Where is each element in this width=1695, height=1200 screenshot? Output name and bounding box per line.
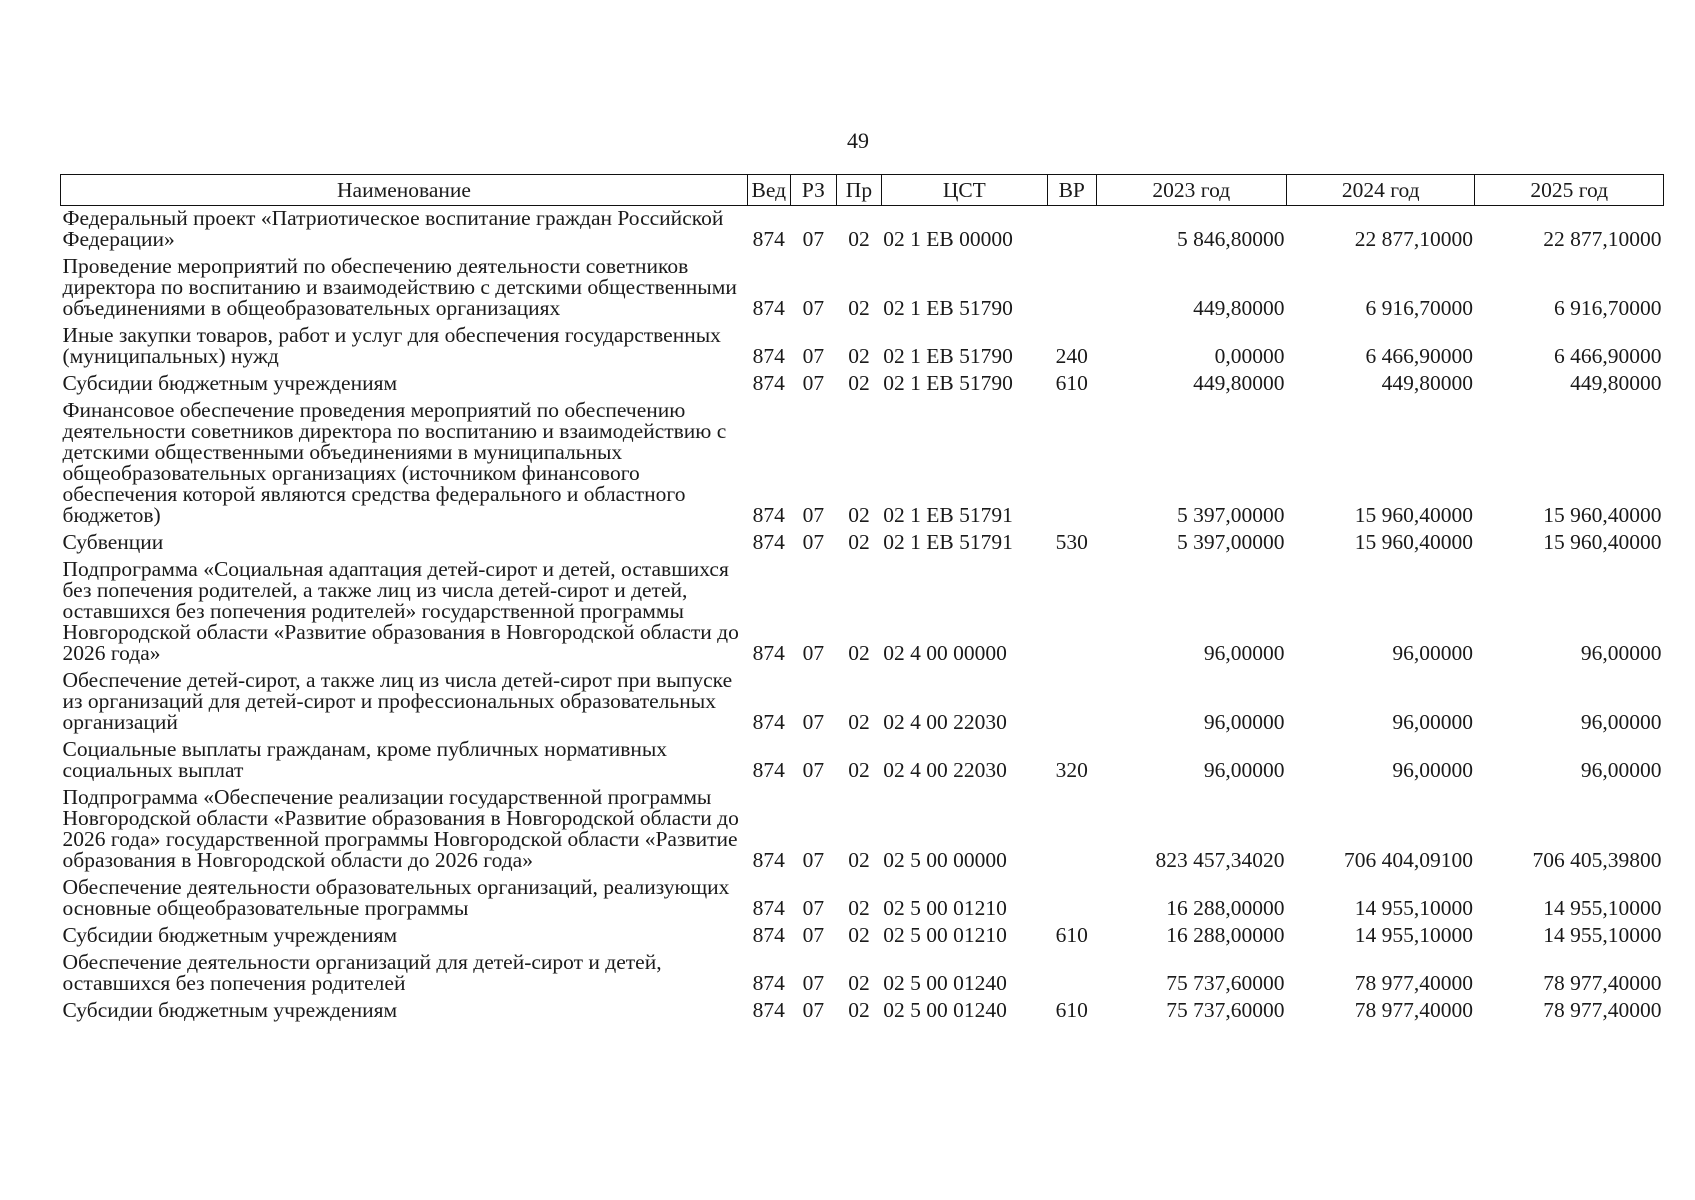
header-2023: 2023 год: [1096, 175, 1286, 206]
cell-vr: 320: [1055, 758, 1088, 782]
cell-2023: 75 737,60000: [1166, 998, 1285, 1022]
cell-rz: 07: [802, 710, 825, 734]
cell-name: Обеспечение деятельности организаций для детей-сирот и детей, оставшихся без попечения родителей: [62, 950, 662, 995]
cell-name: Субсидии бюджетным учреждениям: [62, 998, 398, 1022]
cell-cst: 02 5 00 01240: [883, 998, 1007, 1022]
cell-rz: 07: [802, 344, 825, 368]
cell-name: Обеспечение деятельности образовательных организаций, реализующих основные общеобразовательные программы: [62, 875, 730, 920]
table-row: [61, 950, 1664, 998]
cell-vr: [1047, 950, 1096, 998]
cell-pr: 02: [848, 971, 870, 995]
cell-2025: 15 960,40000: [1543, 530, 1662, 554]
cell-ved: 874: [752, 923, 785, 947]
cell-vr: [1047, 557, 1096, 668]
cell-rz: 07: [802, 923, 825, 947]
cell-cst: 02 1 ЕВ 51790: [883, 371, 1013, 395]
cell-2024: 14 955,10000: [1354, 923, 1473, 947]
cell-name: Проведение мероприятий по обеспечению деятельности советников директора по воспитанию и взаимодействию с детскими общественными объединениями в общеобразовательных организациях: [62, 254, 737, 320]
cell-cst: 02 1 ЕВ 51790: [883, 344, 1013, 368]
cell-rz: 07: [802, 503, 825, 527]
cell-rz: 07: [802, 971, 825, 995]
cell-2024: 14 955,10000: [1354, 896, 1473, 920]
cell-pr: 02: [848, 848, 870, 872]
cell-name: Подпрограмма «Обеспечение реализации государственной программы Новгородской области «Развитие образования в Новгородской области до 2026 года» государственной программы Новгородской области «Развитие образования в Новгородской области до 2026 года»: [62, 785, 739, 872]
cell-rz: 07: [802, 641, 825, 665]
cell-2025: 78 977,40000: [1543, 998, 1662, 1022]
cell-2025: 78 977,40000: [1543, 971, 1662, 995]
cell-2025: 706 405,39800: [1532, 848, 1662, 872]
cell-pr: 02: [848, 998, 870, 1022]
table-row: [61, 785, 1664, 875]
cell-pr: 02: [848, 503, 870, 527]
cell-pr: 02: [848, 227, 870, 251]
table-row: [61, 668, 1664, 737]
cell-ved: 874: [752, 971, 785, 995]
cell-name: Субсидии бюджетным учреждениям: [62, 923, 398, 947]
cell-pr: 02: [848, 710, 870, 734]
cell-2023: 823 457,34020: [1155, 848, 1285, 872]
table-row: [61, 557, 1664, 668]
cell-2024: 15 960,40000: [1354, 530, 1473, 554]
cell-2025: 15 960,40000: [1543, 503, 1662, 527]
cell-cst: 02 5 00 01210: [883, 896, 1007, 920]
header-pr: Пр: [837, 175, 882, 206]
cell-pr: 02: [848, 923, 870, 947]
cell-name: Социальные выплаты гражданам, кроме публичных нормативных социальных выплат: [62, 737, 668, 782]
cell-pr: 02: [848, 344, 870, 368]
cell-cst: 02 5 00 01210: [883, 923, 1007, 947]
cell-cst: 02 5 00 00000: [883, 848, 1007, 872]
cell-2023: 96,00000: [1203, 710, 1285, 734]
cell-vr: [1047, 875, 1096, 923]
cell-rz: 07: [802, 896, 825, 920]
cell-vr: [1047, 398, 1096, 530]
cell-ved: 874: [752, 848, 785, 872]
cell-rz: 07: [802, 998, 825, 1022]
cell-2023: 5 397,00000: [1177, 530, 1285, 554]
table-row: [61, 371, 1664, 398]
cell-ved: 874: [752, 710, 785, 734]
table-row: [61, 530, 1664, 557]
header-ved: Вед: [748, 175, 791, 206]
cell-cst: 02 4 00 00000: [883, 641, 1007, 665]
cell-2023: 16 288,00000: [1166, 896, 1285, 920]
cell-vr: [1047, 254, 1096, 323]
cell-2025: 14 955,10000: [1543, 923, 1662, 947]
cell-2025: 14 955,10000: [1543, 896, 1662, 920]
cell-2025: 449,80000: [1570, 371, 1662, 395]
table-row: [61, 206, 1664, 255]
cell-ved: 874: [752, 503, 785, 527]
header-vr: ВР: [1047, 175, 1096, 206]
table-row: [61, 323, 1664, 371]
cell-name: Финансовое обеспечение проведения мероприятий по обеспечению деятельности советников директора по воспитанию и взаимодействию с детскими общественными объединениями в муниципальных общеобразовательных организациях (источником финансового обеспечения которой являются средства федерального и областного бюджетов): [62, 398, 727, 527]
cell-vr: 610: [1055, 371, 1088, 395]
cell-ved: 874: [752, 998, 785, 1022]
cell-2025: 96,00000: [1580, 758, 1662, 782]
cell-2023: 0,00000: [1214, 344, 1285, 368]
cell-pr: 02: [848, 296, 870, 320]
cell-name: Иные закупки товаров, работ и услуг для обеспечения государственных (муниципальных) нужд: [62, 323, 721, 368]
cell-pr: 02: [848, 371, 870, 395]
cell-2024: 78 977,40000: [1354, 998, 1473, 1022]
cell-ved: 874: [752, 530, 785, 554]
cell-vr: [1047, 668, 1096, 737]
cell-2024: 22 877,10000: [1354, 227, 1473, 251]
table-row: [61, 923, 1664, 950]
table-row: [61, 398, 1664, 530]
cell-pr: 02: [848, 530, 870, 554]
cell-cst: 02 1 ЕВ 51790: [883, 296, 1013, 320]
cell-ved: 874: [752, 296, 785, 320]
cell-2023: 75 737,60000: [1166, 971, 1285, 995]
cell-name: Субсидии бюджетным учреждениям: [62, 371, 398, 395]
cell-name: Федеральный проект «Патриотическое воспитание граждан Российской Федерации»: [62, 206, 724, 251]
cell-cst: 02 4 00 22030: [883, 758, 1007, 782]
cell-vr: [1047, 206, 1096, 255]
cell-vr: 240: [1055, 344, 1088, 368]
cell-rz: 07: [802, 848, 825, 872]
header-2024: 2024 год: [1287, 175, 1475, 206]
cell-2024: 6 916,70000: [1365, 296, 1473, 320]
table-row: [61, 998, 1664, 1025]
cell-2024: 6 466,90000: [1365, 344, 1473, 368]
cell-ved: 874: [752, 758, 785, 782]
budget-table: [60, 174, 1664, 1025]
cell-name: Подпрограмма «Социальная адаптация детей-сирот и детей, оставшихся без попечения родителей, а также лиц из числа детей-сирот и детей, оставшихся без попечения родителей» государственной программы Новгородской области «Развитие образования в Новгородской области до 2026 года»: [62, 557, 739, 665]
cell-cst: 02 4 00 22030: [883, 710, 1007, 734]
header-rz: РЗ: [790, 175, 837, 206]
cell-2024: 706 404,09100: [1343, 848, 1473, 872]
cell-cst: 02 1 ЕВ 51791: [883, 503, 1013, 527]
cell-2024: 449,80000: [1381, 371, 1473, 395]
cell-2024: 96,00000: [1392, 758, 1473, 782]
cell-cst: 02 1 ЕВ 51791: [883, 530, 1013, 554]
cell-2023: 5 397,00000: [1177, 503, 1285, 527]
cell-pr: 02: [848, 641, 870, 665]
cell-cst: 02 1 ЕВ 00000: [883, 227, 1013, 251]
cell-vr: 530: [1055, 530, 1088, 554]
table-row: [61, 737, 1664, 785]
cell-2024: 96,00000: [1392, 710, 1473, 734]
cell-name: Субвенции: [62, 530, 164, 554]
cell-2024: 15 960,40000: [1354, 503, 1473, 527]
cell-2023: 449,80000: [1193, 371, 1285, 395]
cell-vr: 610: [1055, 998, 1088, 1022]
cell-rz: 07: [802, 530, 825, 554]
cell-2025: 96,00000: [1580, 641, 1662, 665]
cell-2024: 78 977,40000: [1354, 971, 1473, 995]
cell-rz: 07: [802, 296, 825, 320]
cell-cst: 02 5 00 01240: [883, 971, 1007, 995]
cell-vr: [1047, 785, 1096, 875]
cell-rz: 07: [802, 758, 825, 782]
cell-ved: 874: [752, 641, 785, 665]
cell-2025: 6 916,70000: [1554, 296, 1662, 320]
cell-rz: 07: [802, 371, 825, 395]
cell-vr: 610: [1055, 923, 1088, 947]
cell-2023: 16 288,00000: [1166, 923, 1285, 947]
cell-2023: 96,00000: [1203, 641, 1285, 665]
cell-2025: 6 466,90000: [1554, 344, 1662, 368]
page-number: 49: [847, 128, 869, 153]
cell-2023: 449,80000: [1193, 296, 1285, 320]
cell-ved: 874: [752, 371, 785, 395]
cell-ved: 874: [752, 344, 785, 368]
table-header-row: [61, 175, 1664, 206]
cell-pr: 02: [848, 758, 870, 782]
cell-2023: 5 846,80000: [1177, 227, 1285, 251]
cell-rz: 07: [802, 227, 825, 251]
cell-ved: 874: [752, 227, 785, 251]
table-row: [61, 875, 1664, 923]
cell-2023: 96,00000: [1203, 758, 1285, 782]
cell-2025: 96,00000: [1580, 710, 1662, 734]
cell-pr: 02: [848, 896, 870, 920]
cell-ved: 874: [752, 896, 785, 920]
header-2025: 2025 год: [1475, 175, 1664, 206]
header-name: Наименование: [61, 175, 748, 206]
cell-2025: 22 877,10000: [1543, 227, 1662, 251]
table-row: [61, 254, 1664, 323]
table-body: [61, 206, 1664, 1026]
cell-name: Обеспечение детей-сирот, а также лиц из числа детей-сирот при выпуске из организаций для детей-сирот и профессиональных образовательных организаций: [62, 668, 733, 734]
header-cst: ЦСТ: [881, 175, 1047, 206]
cell-2024: 96,00000: [1392, 641, 1473, 665]
